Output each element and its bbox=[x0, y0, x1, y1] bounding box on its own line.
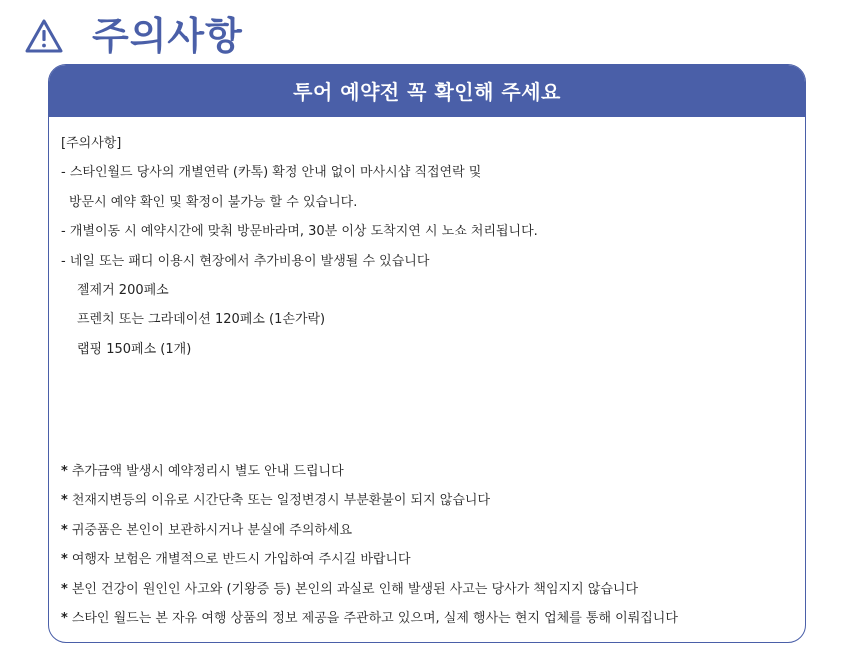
note-marker: * bbox=[61, 611, 68, 627]
note-item bbox=[61, 575, 795, 604]
note-item bbox=[61, 516, 795, 545]
note-item bbox=[61, 545, 795, 574]
notice-card bbox=[48, 64, 806, 643]
notice-banner: 투어 예약전 꼭 확인해 주세요 bbox=[49, 65, 805, 117]
page-title: 주의사항 bbox=[92, 14, 243, 58]
section-heading: [주의사항] bbox=[61, 136, 122, 151]
notes-list bbox=[61, 457, 795, 633]
notice-line: 방문시 예약 확인 및 확정이 불가능 할 수 있습니다. bbox=[69, 194, 358, 210]
note-text: 여행자 보험은 개별적으로 반드시 가입하여 주시길 바랍니다 bbox=[71, 552, 411, 568]
warning-triangle-icon bbox=[24, 18, 64, 54]
note-text: 귀중품은 본인이 보관하시거나 분실에 주의하세요 bbox=[71, 522, 353, 538]
note-text: 본인 건강이 원인인 사고와 (기왕증 등) 본인의 과실로 인해 발생된 사고는 당사가 책임지지 않습니다 bbox=[71, 581, 638, 597]
note-marker: * bbox=[61, 493, 68, 509]
header bbox=[24, 12, 243, 60]
note-item bbox=[61, 457, 795, 486]
note-text: 천재지변등의 이유로 시간단축 또는 일정변경시 부분환불이 되지 않습니다 bbox=[71, 493, 491, 509]
notice-line: - 스타인월드 당사의 개별연락 (카톡) 확정 안내 없이 마사시샵 직접연락 및 bbox=[61, 165, 482, 181]
note-item bbox=[61, 486, 795, 515]
notice-content bbox=[61, 129, 795, 364]
note-item bbox=[61, 604, 795, 633]
notice-line: - 개별이동 시 예약시간에 맞춰 방문바라며, 30분 이상 도착지연 시 노쇼 처리됩니다. bbox=[61, 224, 538, 240]
price-line: 랩핑 150페소 (1개) bbox=[77, 341, 192, 357]
note-marker: * bbox=[61, 552, 68, 568]
note-marker: * bbox=[61, 522, 68, 538]
price-line: 프렌치 또는 그라데이션 120페소 (1손가락) bbox=[77, 312, 326, 328]
notice-line: - 네일 또는 패디 이용시 현장에서 추가비용이 발생될 수 있습니다 bbox=[61, 253, 430, 269]
note-marker: * bbox=[61, 581, 68, 597]
price-line: 젤제거 200페소 bbox=[77, 283, 169, 299]
note-marker: * bbox=[61, 464, 68, 479]
note-text: 추가금액 발생시 예약정리시 별도 안내 드립니다 bbox=[71, 464, 344, 479]
note-text: 스타인 월드는 본 자유 여행 상품의 정보 제공을 주관하고 있으며, 실제 행사는 현지 업체를 통해 이뤄집니다 bbox=[71, 611, 678, 627]
